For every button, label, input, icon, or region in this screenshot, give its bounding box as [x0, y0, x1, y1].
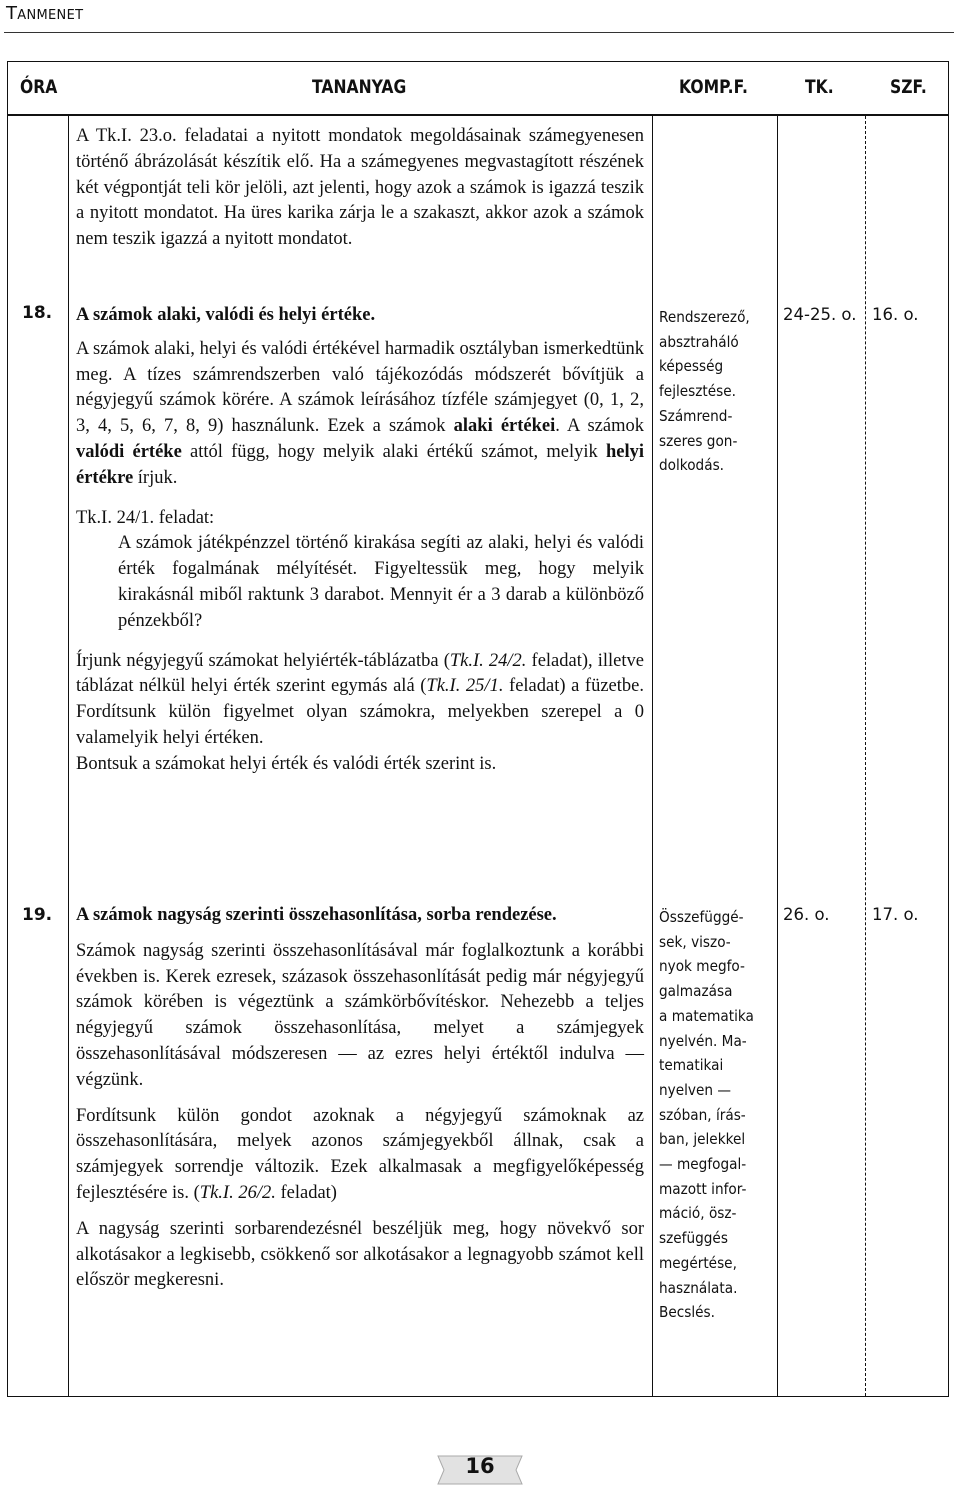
- lesson19-competencies: [659, 905, 754, 1325]
- lesson19-comp-line: megértése,: [659, 1253, 737, 1272]
- lesson18-paragraph4: Bontsuk a számokat helyi érték és valódi érték szerint is.: [76, 753, 497, 774]
- lesson18-term-valodi: valódi értéke: [76, 441, 182, 462]
- col-head-hour: ÓRA: [20, 76, 58, 98]
- lesson19-comp-line: máció, ösz-: [659, 1204, 737, 1223]
- intro-paragraph: A Tk.I. 23.o. feladatai a nyitott mondatok megoldásainak számegyenesen történő ábrázolását készítik elő. Ha a számegyenes megvastagított részének két végpontját teli kör jelöli, azt jelenti, hogy azok a számok is igazzá teszik a nyitott mondatot. Ha üres karika zárja le a szakaszt, akkor azok a számok nem teszik igazzá a nyitott mondatot.: [76, 126, 644, 250]
- header-rule: [4, 32, 954, 33]
- lesson19-comp-line: ban, jelekkel: [659, 1130, 746, 1149]
- lesson18-p3-b: feladat), illetve táblázat nélkül helyi érték szerint egymás alá (: [76, 650, 644, 697]
- lesson18-comp-line: absztraháló: [659, 332, 739, 351]
- lesson19-comp-line: nyelven —: [659, 1080, 731, 1099]
- col-head-tk: TK.: [805, 76, 834, 98]
- col-divider-comp: [777, 116, 778, 1396]
- col-divider-material: [652, 116, 653, 1396]
- lesson18-p3-c: feladat) a füzetbe. Fordítsunk külön figyelmet olyan számokra, melyekben szerepel a 0 valamelyik helyi értéken.: [76, 676, 644, 748]
- lesson18-comp-line: Számrend-: [659, 406, 733, 425]
- lesson19-comp-line: galmazása: [659, 982, 733, 1001]
- lesson18-szf-ref: 16. o.: [872, 305, 919, 324]
- lesson19-p2-b: feladat): [275, 1182, 337, 1203]
- lesson18-comp-line: képesség: [659, 357, 724, 376]
- lesson18-title: A számok alaki, valódi és helyi értéke.: [76, 305, 376, 325]
- lesson19-hour: 19.: [22, 905, 53, 925]
- header-title: Tanmenet: [6, 3, 84, 24]
- lesson19-comp-line: Becslés.: [659, 1303, 715, 1322]
- lesson19-p2-ref: Tk.I. 26/2.: [199, 1182, 276, 1203]
- lesson18-p1-text: A számok alaki, helyi és valódi értékével harmadik osztályban ismerkedtünk meg. A tízes számrendszerben való tájékozódás módszerét bővítjük a négyjegyű számok körére. A számok leírásához tízféle számjegyet (0, 1, 2, 3, 4, 5, 6, 7, 8, 9) használunk. Ezek a számok: [76, 338, 644, 437]
- lesson18-p1-mid2: attól függ, hogy melyik alaki értékű számot, melyik: [190, 441, 598, 462]
- lesson18-task-text: A számok játékpénzzel történő kirakása segíti az alaki, helyi és valódi érték fogalmának mélyítését. Figyeltessük meg, hogy melyik kirakásnál miből raktunk 3 darabot. Mennyit ér a 3 darab a különböző pénzekből?: [118, 533, 644, 631]
- lesson19-comp-line: szóban, írás-: [659, 1105, 746, 1124]
- lesson19-comp-line: szefüggés: [659, 1229, 728, 1248]
- lesson19-comp-line: sek, viszo-: [659, 932, 731, 951]
- lesson18-comp-line: dolkodás.: [659, 456, 725, 475]
- lesson19-paragraph1: Számok nagyság szerinti összehasonlításával már foglalkoztunk a korábbi években is. Kerek ezresek, százasok összehasonlítását pedig már négyjegyű számok körében is végeztünk a számkörbővítéskor. Nehezebb a teljes négyjegyű számok összehasonlítása, melyet a számjegyek összehasonlításával módszeresen — az ezres helyi értéktől indulva — végzünk.: [76, 940, 644, 1090]
- lesson18-paragraph3: [76, 649, 644, 752]
- lesson19-tk-ref: 26. o.: [783, 905, 830, 924]
- lesson18-p3-ref2: Tk.I. 25/1.: [426, 676, 504, 697]
- lesson18-material: [76, 303, 644, 778]
- lesson18-term-helyi: helyi értékre: [76, 441, 644, 488]
- col-head-comp: KOMP.F.: [679, 76, 748, 98]
- lesson18-comp-line: Rendszerező,: [659, 308, 750, 326]
- col-head-material: TANANYAG: [312, 76, 407, 98]
- col-divider-hour: [68, 116, 69, 1396]
- lesson18-p3-ref1: Tk.I. 24/2.: [449, 650, 527, 671]
- lesson18-p1-end: írjuk.: [137, 467, 178, 488]
- lesson19-szf-ref: 17. o.: [872, 905, 919, 924]
- lesson19-paragraph3: A nagyság szerinti sorbarendezésnél beszéljük meg, hogy növekvő sor alkotásakor a legkisebb, csökkenő sor alkotásakor a legnagyobb számot kell először megkeresni.: [76, 1218, 644, 1291]
- lesson19-title: A számok nagyság szerinti összehasonlítása, sorba rendezése.: [76, 905, 557, 925]
- lesson18-comp-line: szeres gon-: [659, 431, 738, 450]
- col-head-szf: SZF.: [890, 76, 927, 98]
- col-divider-tk: [865, 116, 866, 1396]
- lesson19-comp-line: mazott infor-: [659, 1179, 747, 1198]
- lesson18-competencies: [659, 305, 750, 478]
- lesson18-task-label: Tk.I. 24/1. feladat:: [76, 507, 215, 528]
- lesson19-comp-line: nyelvén. Ma-: [659, 1031, 747, 1050]
- lesson18-comp-line: fejlesztése.: [659, 382, 737, 401]
- lesson19-comp-line: használata.: [659, 1278, 738, 1297]
- lesson18-tk-ref: 24-25. o.: [783, 305, 857, 324]
- intro-text: [76, 124, 644, 253]
- page-number: 16: [465, 1454, 495, 1478]
- lesson19-comp-line: a matematika: [659, 1006, 754, 1025]
- lesson18-hour: 18.: [22, 303, 53, 323]
- lesson18-p1-mid1: . A számok: [555, 416, 644, 437]
- lesson18-p3-a: Írjunk négyjegyű számokat helyiérték-táblázatba (: [76, 650, 450, 671]
- lesson19-comp-line: Összefüggé-: [659, 908, 744, 926]
- lesson19-comp-line: nyok megfo-: [659, 957, 745, 976]
- lesson19-paragraph2: [76, 1104, 644, 1207]
- lesson19-comp-line: tematikai: [659, 1056, 724, 1075]
- lesson18-paragraph1: [76, 337, 644, 492]
- lesson18-term-alaki: alaki értékei: [453, 416, 556, 437]
- lesson19-material: [76, 903, 644, 1294]
- lesson19-p2-a: Fordítsunk külön gondot azoknak a négyjegyű számoknak az összehasonlítására, melyek azonos számjegyekből állnak, csak a számjegyek sorrendje változik. Ezek alkalmasak a megfigyelőképesség fejlesztésére is. (: [76, 1105, 644, 1203]
- lesson19-comp-line: — megfogal-: [659, 1155, 747, 1174]
